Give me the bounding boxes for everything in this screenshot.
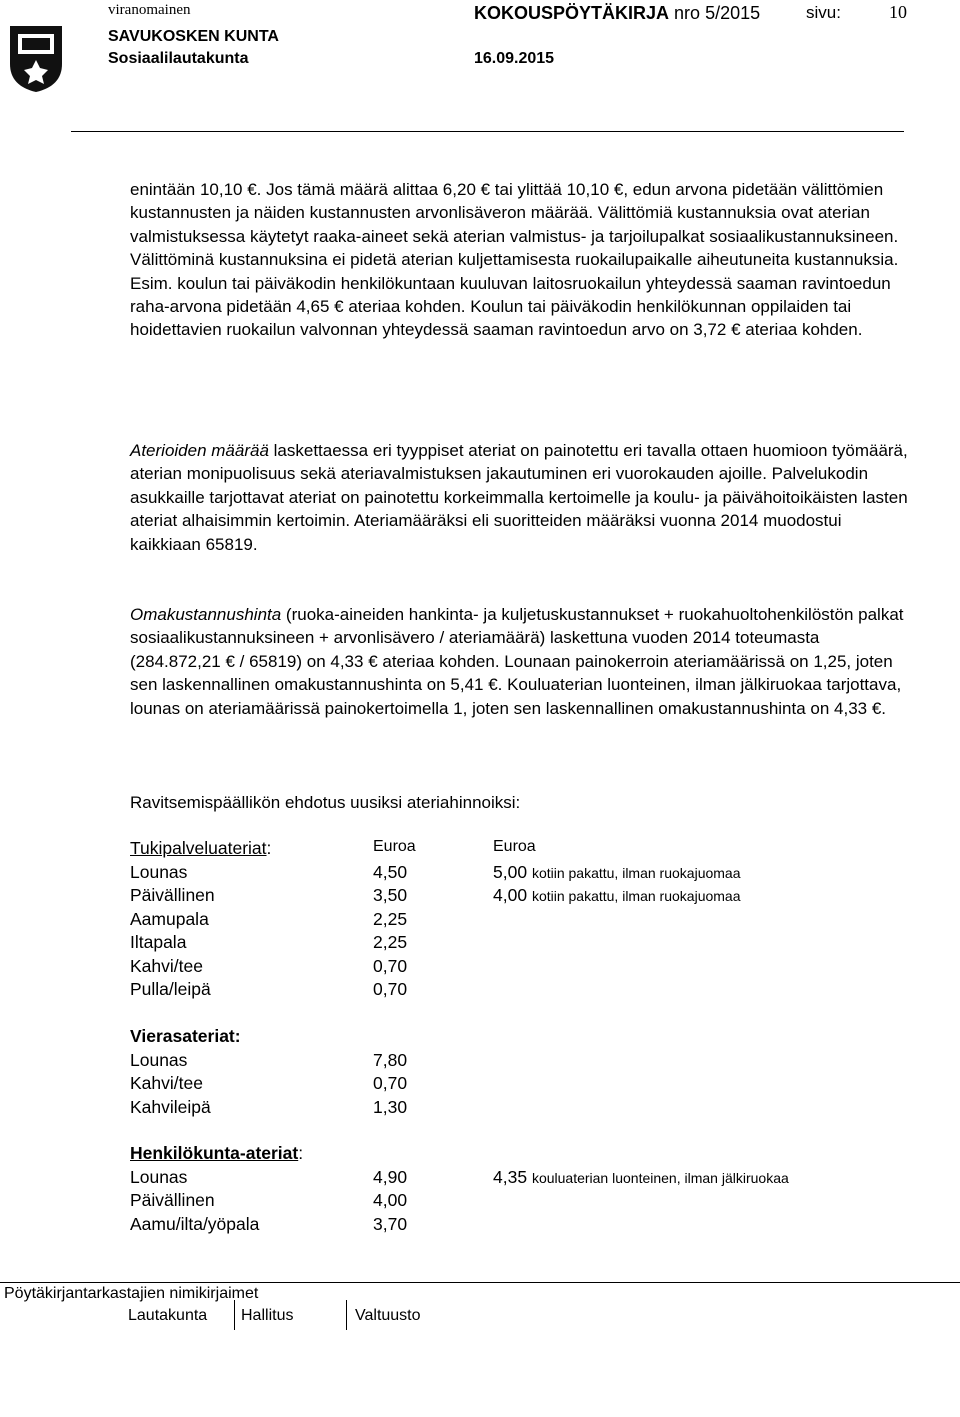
signature-board: Lautakunta [128, 1307, 208, 1324]
table-row: Lounas 4,50 5,00 kotiin pakattu, ilman ruokajuomaa [130, 861, 741, 882]
signature-divider [346, 1300, 347, 1330]
table-row: Päivällinen 4,00 [130, 1190, 408, 1210]
board-name: Sosiaalilautakunta [108, 50, 249, 67]
staff-meals-table [130, 1143, 910, 1237]
table-header-row [130, 1026, 910, 1050]
table-row: Aamupala 2,25 [130, 908, 408, 929]
column-euro-label: Euroa [373, 838, 416, 855]
support-meals-table [130, 838, 910, 1003]
table-row: Kahvileipä 1,30 [130, 1096, 408, 1117]
document-number: nro 5/2015 [674, 3, 761, 23]
signature-council: Valtuusto [355, 1307, 421, 1324]
table-row: Iltapala 2,25 [130, 932, 408, 952]
signature-divider [234, 1300, 235, 1330]
table-row: Kahvi/tee 0,70 [130, 955, 408, 976]
meeting-date: 16.09.2015 [474, 50, 555, 67]
table-row: Kahvi/tee 0,70 [130, 1073, 408, 1093]
municipality-name: SAVUKOSKEN KUNTA [108, 28, 279, 45]
paragraph-benefit-value: enintään 10,10 €. Jos tämä määrä alittaa 6,20 € tai ylittää 10,10 €, edun arvona pidetään välittömien kustannusten ja näiden kustannusten arvonlisäveron määrää. Välittömiä kustannuksia ovat aterian valmistuksessa käytetyt raaka-aineet sekä aterian valmistus- ja tarjoilupalkat sosiaalikustannuksineen. Välittöminä kustannuksina ei pidetä aterian kuljettamisesta ruokailupaikalle aiheutuneita kustannuksia. Esim. koulun tai päiväkodin henkilökuntaan kuuluvan laitosruokailun yhteydessä saaman ravintoedun raha-arvona pidetään 4,65 € ateriaa kohden. Koulun tai päiväkodin henkilökunnan oppilaiden tai hoidettavien ruokailun valvonnan yhteydessä saaman ravintoedun arvo on 3,72 € ateriaa kohden. [130, 180, 899, 340]
table-row: Päivällinen 3,50 4,00 kotiin pakattu, ilman ruokajuomaa [130, 885, 741, 905]
guest-meals-heading: Vierasateriat: [130, 1026, 241, 1046]
table-row: Lounas 7,80 [130, 1049, 408, 1070]
term-cost-price: Omakustannushinta [130, 605, 282, 624]
footer-divider [0, 1282, 960, 1283]
header-divider [71, 131, 904, 132]
support-meals-heading: Tukipalveluateriat [130, 838, 267, 858]
paragraph-proposal: Ravitsemispäällikön ehdotus uusiksi ateriahinnoiksi: [130, 793, 521, 812]
page-label: sivu: [806, 3, 841, 22]
document-type: KOKOUSPÖYTÄKIRJA [474, 3, 670, 23]
staff-meals-heading: Henkilökunta-ateriat [130, 1143, 299, 1163]
guest-meals-table [130, 1026, 910, 1120]
author-label: viranomainen [108, 2, 191, 18]
table-header-row: Tukipalveluateriat: Euroa Euroa [130, 838, 536, 858]
table-header-row: Henkilökunta-ateriat: [130, 1143, 304, 1163]
term-meal-count: Aterioiden määrää [130, 441, 269, 460]
footer-title: Pöytäkirjantarkastajien nimikirjaimet [4, 1285, 259, 1302]
page-number: 10 [889, 2, 907, 22]
table-row: Pulla/leipä 0,70 [130, 979, 408, 999]
paragraph-cost-price: Omakustannushinta (ruoka-aineiden hankinta- ja kuljetuskustannukset + ruokahuoltohenkilöstön palkat sosiaalikustannuksineen + arvonlisävero / ateriamäärä) laskettuna vuoden 2014 toteumasta (284.872,21 € / 65819) on 4,33 € ateriaa kohden. Lounaan painokerroin ateriamäärissä on 1,25, joten sen laskennallinen omakustannushinta on 5,41 €. Kouluaterian luonteinen, ilman jälkiruokaa tarjottava, lounas on ateriamäärissä painokertoimella 1, joten sen laskennallinen omakustannushinta on 4,33 €. [130, 605, 904, 718]
signature-government: Hallitus [241, 1307, 294, 1324]
document-title [474, 3, 760, 24]
table-row: Aamu/ilta/yöpala 3,70 [130, 1213, 408, 1234]
table-row: Lounas 4,90 4,35 kouluaterian luonteinen, ilman jälkiruokaa [130, 1166, 789, 1187]
paragraph-meal-count: Aterioiden määrää laskettaessa eri tyyppiset ateriat on painotettu eri tavalla ottaen huomioon työmäärä, aterian monipuolisuus sekä ateriavalmistuksen jakautuminen eri vuorokauden ajoille. Palvelukodin asukkaille tarjottavat ateriat on painotettu korkeimmalla kertoimelle ja koulu- ja päivähoitoikäisten lasten ateriat alhaisimmin kertoimin. Ateriamääräksi eli suoritteiden määräksi vuonna 2014 muodostui kaikkiaan 65819. [130, 441, 908, 554]
column-euro-label-2: Euroa [493, 838, 536, 855]
municipal-coat-of-arms-icon [8, 24, 64, 94]
